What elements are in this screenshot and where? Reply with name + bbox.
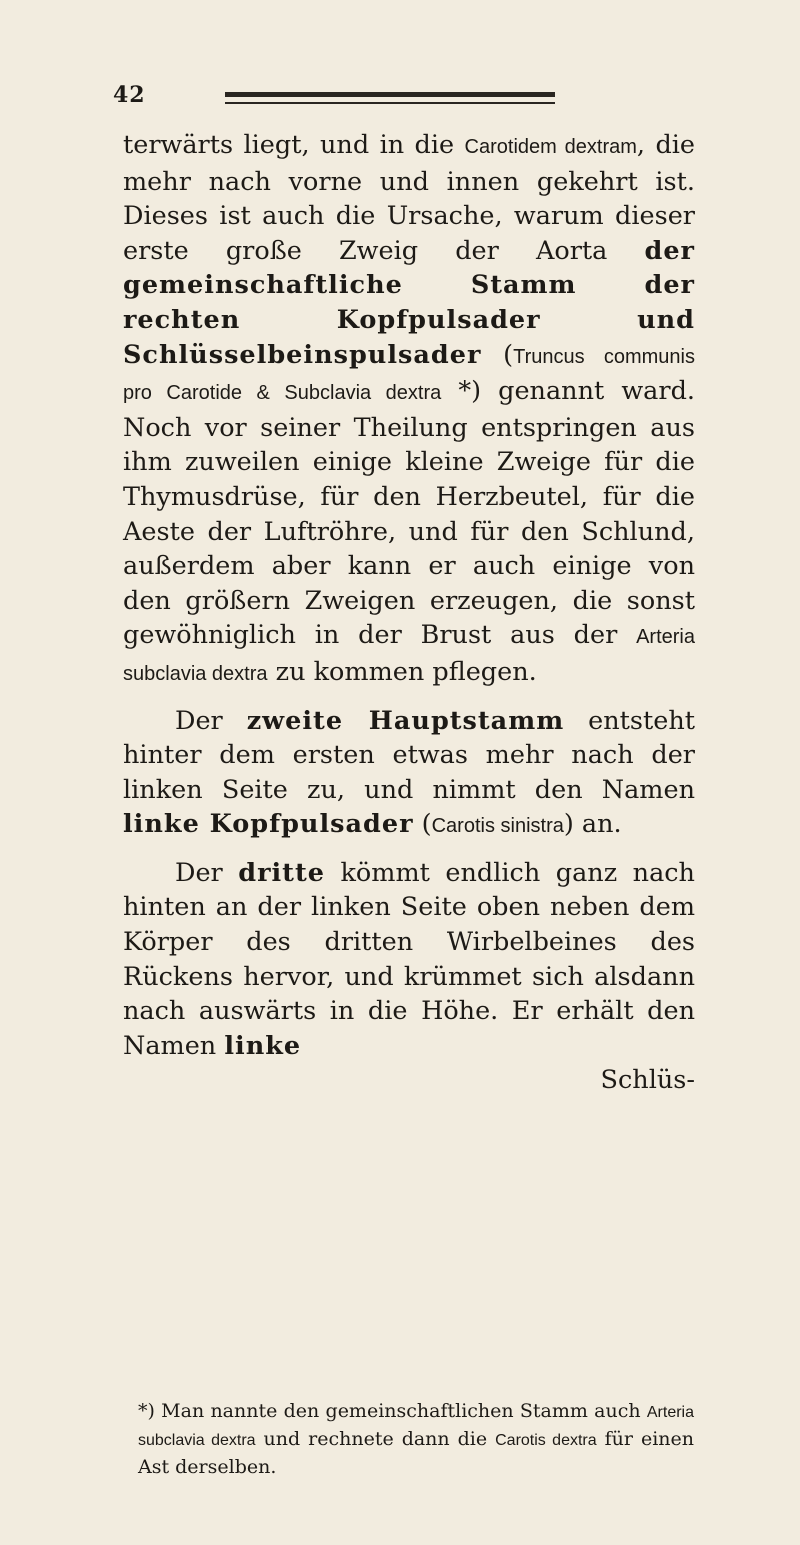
paragraph-3-text: Der [175, 857, 239, 888]
paragraph-2-text: Der [175, 705, 247, 736]
paragraph-1-text: terwärts liegt, und in die [123, 130, 465, 160]
page-number: 42 [113, 82, 146, 108]
paragraph-3-text: kömmt endlich ganz nach hinten an der linken Seite oben neben dem Körper des dritten Wirbelbeines des Rückens hervor, und krümmet sich alsdann nach auswärts in die Höhe. Er erhält den Namen [123, 857, 695, 1061]
paragraph-1-text: ( [481, 339, 514, 370]
body-text [123, 128, 695, 1098]
paragraph-1-emphasis: der gemeinschaftliche Stamm der rechten Kopfpulsader und Schlüsselbeinspulsader [123, 235, 695, 370]
paragraph-1-latin-term: Carotidem dextram [464, 136, 637, 158]
footnote-text [138, 1398, 694, 1481]
paragraph-2-latin-term: Carotis sinistra [431, 815, 564, 838]
footnote [138, 1398, 694, 1481]
paragraph-1-latin-term: Arteria subclavia dextra [123, 626, 695, 685]
paragraph-3 [123, 856, 695, 1064]
header-rule [225, 92, 555, 97]
paragraph-1-text: zu kommen pflegen. [267, 656, 537, 687]
paragraph-3-emphasis: linke [224, 1030, 302, 1061]
paragraph-2-text: ) an. [563, 809, 622, 840]
catchword: Schlüs- [600, 1065, 695, 1096]
paragraph-1 [123, 128, 695, 692]
paragraph-2 [123, 704, 695, 844]
footnote-latin-term: Arteria subclavia dextra [138, 1404, 694, 1449]
paragraph-2-text: ( [413, 809, 432, 840]
paragraph-3-emphasis: dritte [238, 857, 325, 888]
footnote-text: *) Man nannte den gemeinschaftlichen Stamm auch [138, 1400, 647, 1422]
paragraph-2-text: entsteht hinter dem ersten etwas mehr nach der linken Seite zu, und nimmt den Namen [123, 705, 695, 805]
paragraph-1-text: , die mehr nach vorne und innen gekehrt ist. Dieses ist auch die Ursache, warum dieser erste große Zweig der Aorta [123, 130, 696, 266]
footnote-text: und rechnete dann die [255, 1428, 496, 1450]
header-rule-thin [225, 102, 555, 104]
paragraph-1-text: *) genannt ward. Noch vor seiner Theilung entspringen aus ihm zuweilen einige kleine Zweige für die Thymusdrüse, für den Herzbeutel, für die Aeste der Luftröhre, und für den Schlund, außerdem aber kann er auch einige von den größern Zweigen erzeugen, die sonst gewöhniglich in der Brust aus der [123, 376, 695, 651]
paragraph-1-latin-term: Truncus communis pro Carotide & Subclavia dextra [123, 345, 695, 405]
footnote-text: für einen Ast derselben. [138, 1428, 694, 1478]
paragraph-2-emphasis: zweite Hauptstamm [246, 705, 565, 736]
paragraph-2-emphasis: linke Kopfpulsader [123, 809, 414, 840]
footnote-latin-term: Carotis dextra [495, 1432, 597, 1449]
